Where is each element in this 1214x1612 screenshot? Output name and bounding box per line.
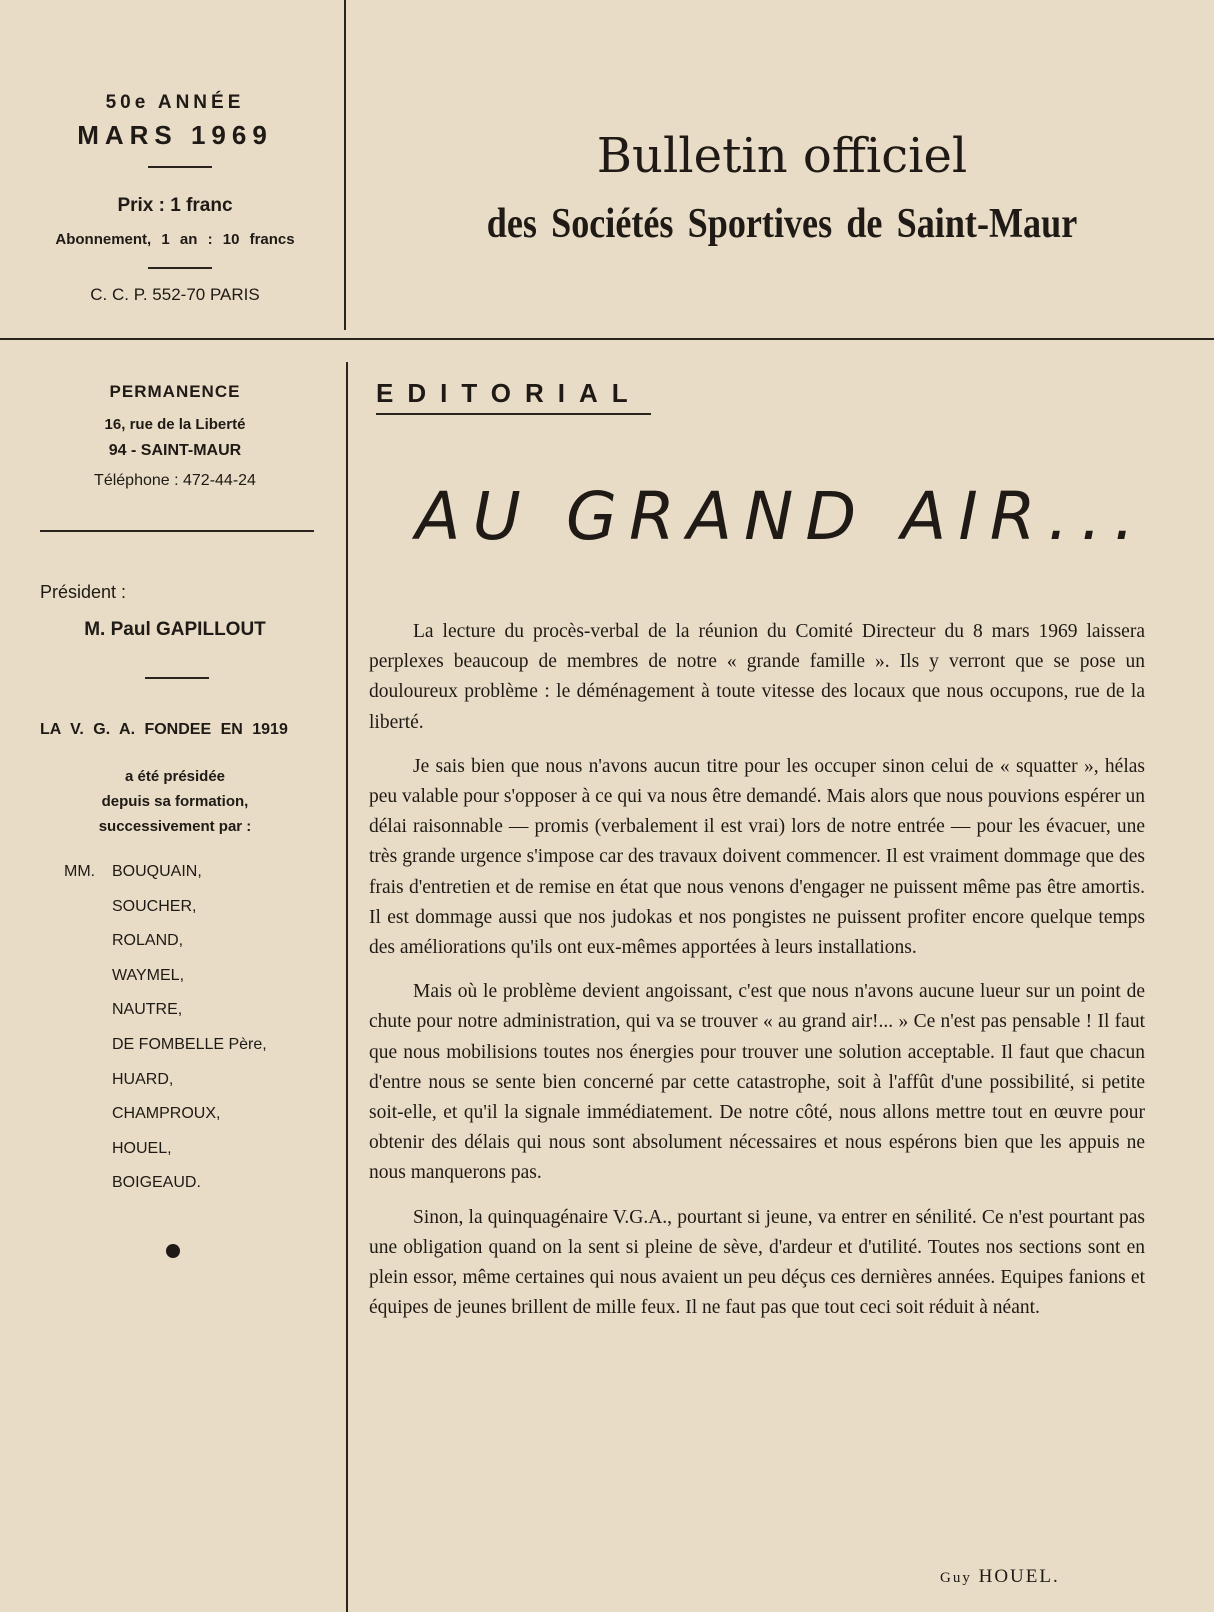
list-item xyxy=(64,966,267,1001)
masthead-divider xyxy=(344,0,346,330)
article-body xyxy=(369,617,1145,1337)
column-divider xyxy=(346,362,348,1612)
list-item xyxy=(64,1104,267,1139)
paragraph: Je sais bien que nous n'avons aucun titre pour les occuper sinon celui de « squatter », hélas peu valable pour s'opposer à ce qui va nous être demandé. Mais alors que nous pouvions espérer un délai raisonnable — promis (verbalement il est vrai) lors de notre entrée — pour les évacuer, une très grande urgence s'impose car des travaux doivent commencer. Il est vraiment dommage que des frais d'entretien et de remise en état que nous venons d'engager ne puissent même pas être amortis. Il est dommage aussi que nos judokas et nos pongistes ne puissent profiter encore quelque temps des améliorations qu'ils ont eux-mêmes apportées à leurs installations. xyxy=(369,755,1145,959)
list-item xyxy=(64,897,267,932)
president-entry: BOIGEAUD. xyxy=(112,1174,201,1192)
president-entry: HOUEL, xyxy=(112,1139,172,1157)
presidents-list xyxy=(64,862,267,1208)
subscription: Abonnement, 1 an : 10 francs xyxy=(55,231,295,248)
presided-line-3: successivement par : xyxy=(98,818,252,835)
presided-line-1: a été présidée xyxy=(124,768,226,785)
paragraph: Sinon, la quinquagénaire V.G.A., pourtant si jeune, va entrer en sénilité. Ce n'est pourtant pas une obligation quand on la sent si pleine de sève, d'ardeur et d'utilité. Toutes nos sections sont en plein essor, même certaines qui nous avaient un peu déçus ces dernières années. Equipes fanions et équipes de jeunes brillent de mille feux. Il ne faut pas que tout ceci soit réduit à néant. xyxy=(369,1206,1145,1319)
bulletin-subtitle: des Sociétés Sportives de Saint-Maur xyxy=(486,201,1078,247)
list-item xyxy=(64,1173,267,1208)
masthead-bottom-rule xyxy=(0,338,1214,340)
ccp-account: C. C. P. 552-70 PARIS xyxy=(90,285,260,304)
presided-line-2: depuis sa formation, xyxy=(101,793,249,810)
author-last-name: HOUEL. xyxy=(978,1566,1060,1587)
names-prefix: MM. xyxy=(64,863,96,880)
list-item xyxy=(64,1035,267,1070)
divider xyxy=(148,166,212,168)
list-item xyxy=(64,931,267,966)
list-item xyxy=(64,1070,267,1105)
section-label: EDITORIAL xyxy=(376,378,642,408)
bulletin-title: Bulletin officiel xyxy=(596,128,968,184)
list-item xyxy=(64,862,267,897)
telephone: Téléphone : 472-44-24 xyxy=(94,472,256,489)
address-line-1: 16, rue de la Liberté xyxy=(104,416,246,433)
list-item xyxy=(64,1139,267,1174)
price: Prix : 1 franc xyxy=(117,195,233,216)
paragraph: Mais où le problème devient angoissant, c'est que nous n'avons aucune lueur sur un point de chute pour notre administration, qui va se trouver « au grand air!... » Ce n'est pas pensable ! Il faut que nous mobilisions toutes nos énergies pour trouver une solution acceptable. Il faut que chacun d'entre nous se sente bien concerné par cette catastrophe, soit à l'affût d'une possibilité, si petite soit-elle, et qu'il la signale immédiatement. De notre côté, nous allons mettre tout en œuvre pour obtenir des délais qui nous sont absolument nécessaires et nous espérons bien que les appuis ne nous manquerons pas. xyxy=(369,981,1145,1184)
sidebar-rule xyxy=(40,530,314,532)
president-entry: NAUTRE, xyxy=(112,1001,183,1019)
divider xyxy=(145,677,209,679)
vga-founded: LA V. G. A. FONDEE EN 1919 xyxy=(40,721,288,738)
author-signature xyxy=(940,1566,1060,1588)
address-line-2: 94 - SAINT-MAUR xyxy=(108,442,242,459)
bullet-dot-icon xyxy=(166,1244,180,1258)
president-entry: WAYMEL, xyxy=(112,966,185,984)
president-label: Président : xyxy=(40,582,127,602)
divider xyxy=(148,267,212,269)
president-entry: BOUQUAIN, xyxy=(112,863,202,880)
list-item xyxy=(64,1000,267,1035)
president-name: M. Paul GAPILLOUT xyxy=(84,619,266,640)
year-label: 50e ANNÉE xyxy=(105,92,245,113)
paragraph: La lecture du procès-verbal de la réunion du Comité Directeur du 8 mars 1969 laissera perplexes beaucoup de membres de notre « grande famille ». Ils y verront que se pose un douloureux problème : le déménagement à toute vitesse des locaux que nous occupons, rue de la liberté. xyxy=(369,621,1145,733)
author-first-name: Guy xyxy=(940,1570,972,1586)
president-entry: SOUCHER, xyxy=(112,897,197,915)
section-underline xyxy=(376,413,651,415)
president-entry: DE FOMBELLE Père, xyxy=(112,1035,267,1053)
issue-date: MARS 1969 xyxy=(77,120,273,150)
president-entry: ROLAND, xyxy=(112,932,184,950)
permanence-label: PERMANENCE xyxy=(109,382,241,401)
president-entry: HUARD, xyxy=(112,1070,174,1088)
headline: AU GRAND AIR... xyxy=(415,478,1147,555)
president-entry: CHAMPROUX, xyxy=(112,1105,221,1123)
